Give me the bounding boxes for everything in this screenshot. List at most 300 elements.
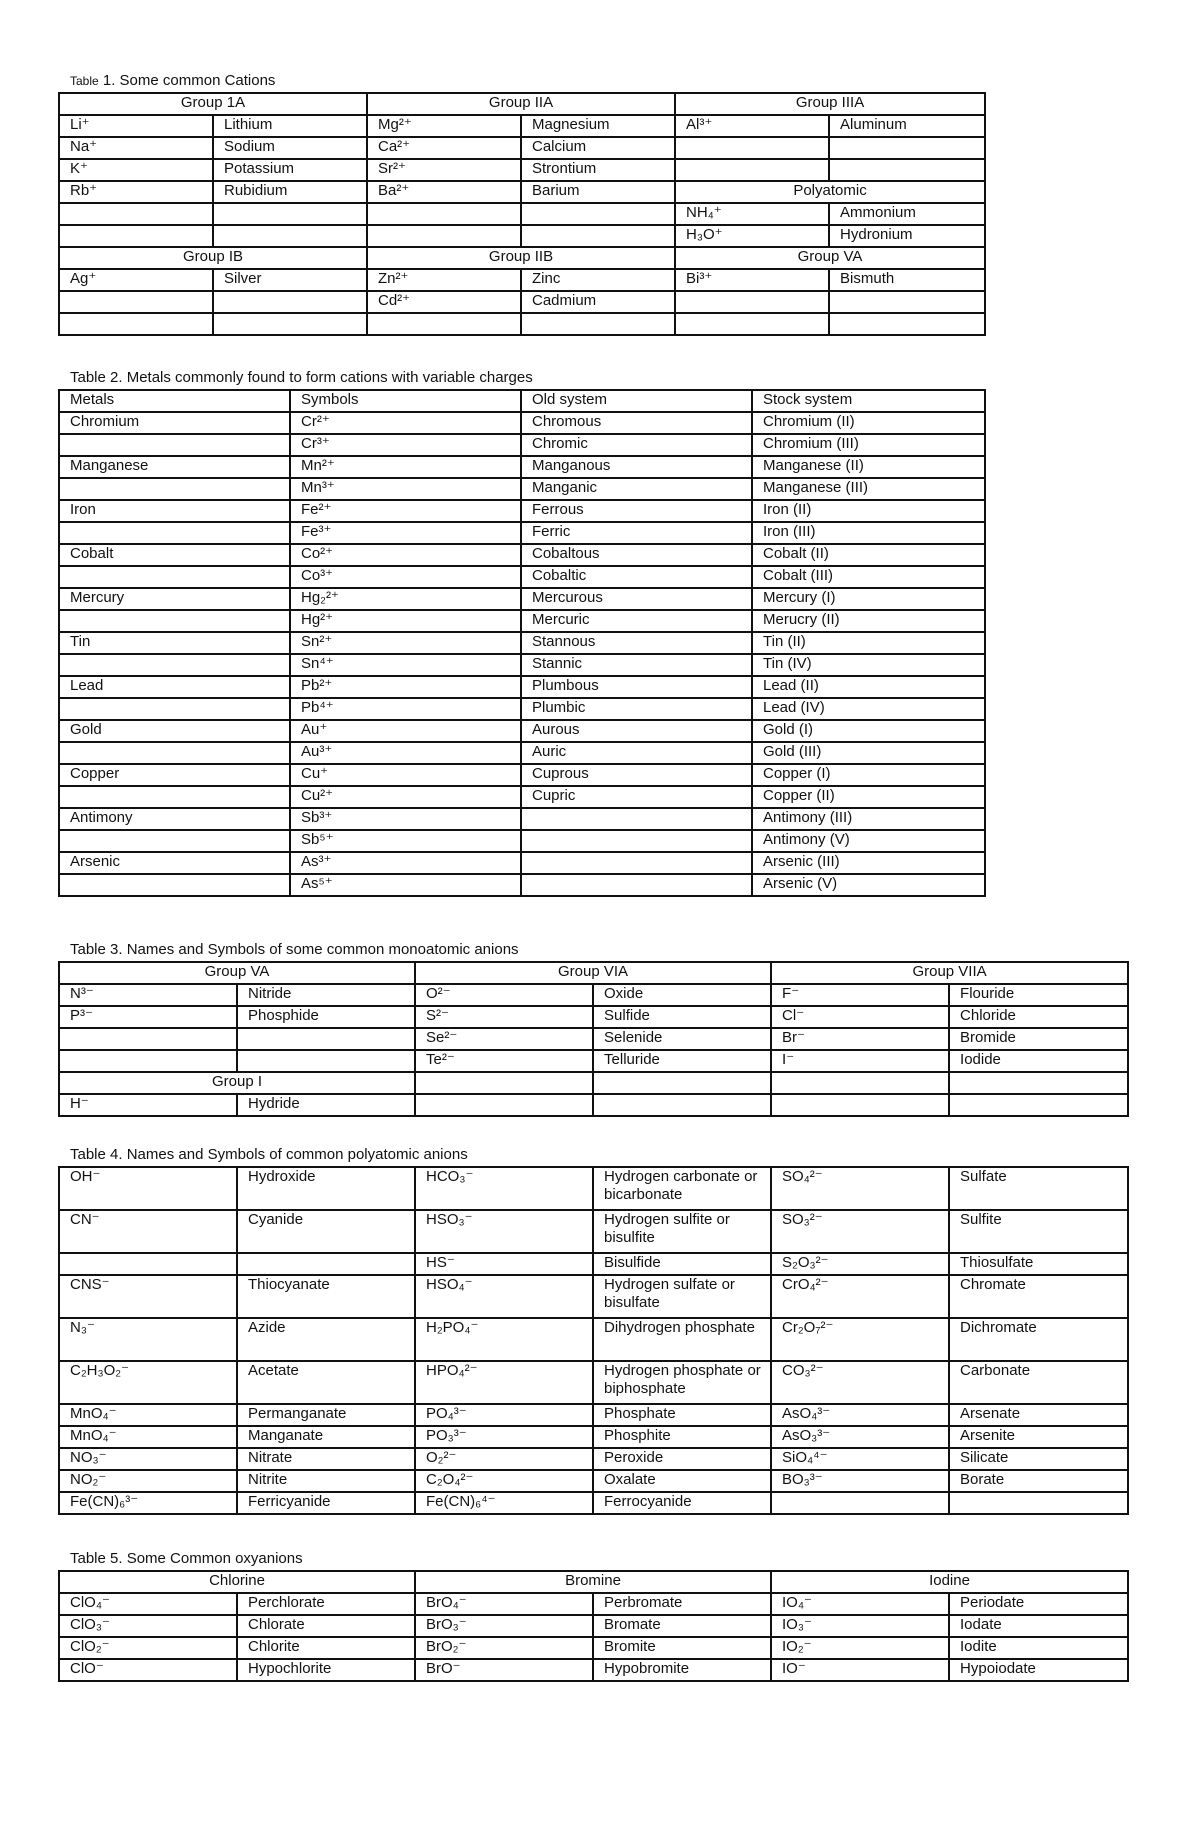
- metal-name: [59, 478, 290, 500]
- ion-symbol: Co³⁺: [290, 566, 521, 588]
- metal-name: Lead: [59, 676, 290, 698]
- ion-symbol: HPO₄²⁻: [415, 1361, 593, 1404]
- ion-name: Zinc: [521, 269, 675, 291]
- ion-name: Magnesium: [521, 115, 675, 137]
- ion-name: Sulfate: [949, 1167, 1128, 1210]
- ion-symbol: IO₄⁻: [771, 1593, 949, 1615]
- ion-symbol: NO₃⁻: [59, 1448, 237, 1470]
- table-row: [59, 720, 985, 742]
- table-row: [59, 1615, 1128, 1637]
- table-row: [59, 786, 985, 808]
- ion-name: Carbonate: [949, 1361, 1128, 1404]
- ion-symbol: [675, 291, 829, 313]
- ion-name: Ferricyanide: [237, 1492, 415, 1514]
- ion-name: Borate: [949, 1470, 1128, 1492]
- table-row: [59, 1006, 1128, 1028]
- ion-symbol: C₂O₄²⁻: [415, 1470, 593, 1492]
- group-header: Group VA: [675, 247, 985, 269]
- ion-symbol: [59, 225, 213, 247]
- group-header: Group VIA: [415, 962, 771, 984]
- variable-charge-table: [58, 389, 986, 897]
- ion-symbol: ClO⁻: [59, 1659, 237, 1681]
- table-row: [59, 93, 985, 115]
- column-header: Metals: [59, 390, 290, 412]
- ion-name: Acetate: [237, 1361, 415, 1404]
- ion-symbol: Mn²⁺: [290, 456, 521, 478]
- table-row: [59, 874, 985, 896]
- old-name: Aurous: [521, 720, 752, 742]
- ion-symbol: N³⁻: [59, 984, 237, 1006]
- ion-name: Lithium: [213, 115, 367, 137]
- stock-name: Arsenic (III): [752, 852, 985, 874]
- ion-name: Hypochlorite: [237, 1659, 415, 1681]
- group-header: Iodine: [771, 1571, 1128, 1593]
- ion-symbol: Ba²⁺: [367, 181, 521, 203]
- ion-symbol: IO⁻: [771, 1659, 949, 1681]
- old-name: Plumbous: [521, 676, 752, 698]
- ion-symbol: Fe³⁺: [290, 522, 521, 544]
- ion-symbol: [415, 1094, 593, 1116]
- ion-symbol: ClO₄⁻: [59, 1593, 237, 1615]
- ion-symbol: [675, 137, 829, 159]
- ion-name: Phosphide: [237, 1006, 415, 1028]
- ion-symbol: Cl⁻: [771, 1006, 949, 1028]
- old-name: [521, 830, 752, 852]
- ion-name: [949, 1094, 1128, 1116]
- ion-symbol: P³⁻: [59, 1006, 237, 1028]
- ion-symbol: Cd²⁺: [367, 291, 521, 313]
- table5-caption: Table 5. Some Common oxyanions: [70, 1550, 303, 1567]
- table-row: [59, 522, 985, 544]
- table-row: [59, 115, 985, 137]
- ion-symbol: Au³⁺: [290, 742, 521, 764]
- ion-name: Hydrogen sulfite or bisulfite: [593, 1210, 771, 1253]
- ion-symbol: HSO₃⁻: [415, 1210, 593, 1253]
- ion-symbol: Mn³⁺: [290, 478, 521, 500]
- ion-symbol: Rb⁺: [59, 181, 213, 203]
- ion-name: Thiosulfate: [949, 1253, 1128, 1275]
- ion-symbol: S²⁻: [415, 1006, 593, 1028]
- ion-name: [237, 1253, 415, 1275]
- ion-name: Dichromate: [949, 1318, 1128, 1361]
- table-row: [59, 632, 985, 654]
- ion-symbol: Li⁺: [59, 115, 213, 137]
- ion-name: Iodide: [949, 1050, 1128, 1072]
- table-row: [59, 412, 985, 434]
- table2-caption: Table 2. Metals commonly found to form cations with variable charges: [70, 369, 533, 386]
- ion-symbol: IO₃⁻: [771, 1615, 949, 1637]
- ion-name: [213, 203, 367, 225]
- ion-name: [237, 1050, 415, 1072]
- ion-name: Cyanide: [237, 1210, 415, 1253]
- ion-name: Strontium: [521, 159, 675, 181]
- ion-symbol: Fe²⁺: [290, 500, 521, 522]
- ion-symbol: Se²⁻: [415, 1028, 593, 1050]
- ion-symbol: Cr²⁺: [290, 412, 521, 434]
- table-row: [59, 742, 985, 764]
- ion-name: Oxide: [593, 984, 771, 1006]
- ion-symbol: Cr₂O₇²⁻: [771, 1318, 949, 1361]
- ion-symbol: BrO₂⁻: [415, 1637, 593, 1659]
- ion-name: Bromate: [593, 1615, 771, 1637]
- ion-symbol: As⁵⁺: [290, 874, 521, 896]
- metal-name: Chromium: [59, 412, 290, 434]
- ion-symbol: Ag⁺: [59, 269, 213, 291]
- group-header: Group 1A: [59, 93, 367, 115]
- ion-symbol: PO₄³⁻: [415, 1404, 593, 1426]
- ion-symbol: [59, 291, 213, 313]
- old-name: Ferrous: [521, 500, 752, 522]
- ion-name: Arsenate: [949, 1404, 1128, 1426]
- ion-symbol: H₂PO₄⁻: [415, 1318, 593, 1361]
- metal-name: Tin: [59, 632, 290, 654]
- ion-symbol: [367, 203, 521, 225]
- table1-caption: [70, 72, 275, 90]
- metal-name: Cobalt: [59, 544, 290, 566]
- ion-symbol: AsO₃³⁻: [771, 1426, 949, 1448]
- ion-symbol: K⁺: [59, 159, 213, 181]
- table1-caption-prefix: Table: [70, 74, 99, 88]
- ion-symbol: Fe(CN)₆⁴⁻: [415, 1492, 593, 1514]
- ion-name: [213, 225, 367, 247]
- old-name: Cobaltic: [521, 566, 752, 588]
- ion-name: Hypoiodate: [949, 1659, 1128, 1681]
- old-name: Manganic: [521, 478, 752, 500]
- ion-symbol: SiO₄⁴⁻: [771, 1448, 949, 1470]
- table-row: [59, 313, 985, 335]
- old-name: Cupric: [521, 786, 752, 808]
- ion-symbol: NH₄⁺: [675, 203, 829, 225]
- ion-symbol: Br⁻: [771, 1028, 949, 1050]
- ion-name: Iodite: [949, 1637, 1128, 1659]
- ion-symbol: BrO₃⁻: [415, 1615, 593, 1637]
- old-name: Cuprous: [521, 764, 752, 786]
- old-name: [521, 852, 752, 874]
- stock-name: Tin (IV): [752, 654, 985, 676]
- stock-name: Manganese (II): [752, 456, 985, 478]
- column-header: Stock system: [752, 390, 985, 412]
- ion-name: [829, 137, 985, 159]
- ion-name: Manganate: [237, 1426, 415, 1448]
- ion-symbol: Mg²⁺: [367, 115, 521, 137]
- ion-symbol: ClO₂⁻: [59, 1637, 237, 1659]
- ion-symbol: Bi³⁺: [675, 269, 829, 291]
- ion-name: Hypobromite: [593, 1659, 771, 1681]
- ion-symbol: [675, 159, 829, 181]
- polyatomic-anions-table: [58, 1166, 1129, 1515]
- ion-symbol: [59, 203, 213, 225]
- old-name: Chromic: [521, 434, 752, 456]
- ion-name: Chloride: [949, 1006, 1128, 1028]
- ion-symbol: BO₃³⁻: [771, 1470, 949, 1492]
- ion-name: Chlorate: [237, 1615, 415, 1637]
- ion-name: Nitrite: [237, 1470, 415, 1492]
- table-row: [59, 1094, 1128, 1116]
- ion-name: [521, 203, 675, 225]
- column-header: Symbols: [290, 390, 521, 412]
- ion-name: [593, 1094, 771, 1116]
- group-header: Group IIB: [367, 247, 675, 269]
- table-row: [59, 1571, 1128, 1593]
- metal-name: [59, 434, 290, 456]
- old-name: Stannous: [521, 632, 752, 654]
- ion-name: Hydrogen phosphate or biphosphate: [593, 1361, 771, 1404]
- ion-name: Perchlorate: [237, 1593, 415, 1615]
- old-name: Cobaltous: [521, 544, 752, 566]
- ion-symbol: CO₃²⁻: [771, 1361, 949, 1404]
- ion-name: Permanganate: [237, 1404, 415, 1426]
- table-row: [59, 984, 1128, 1006]
- stock-name: Gold (I): [752, 720, 985, 742]
- old-name: Mercuric: [521, 610, 752, 632]
- ion-symbol: Fe(CN)₆³⁻: [59, 1492, 237, 1514]
- ion-symbol: ClO₃⁻: [59, 1615, 237, 1637]
- ion-name: Flouride: [949, 984, 1128, 1006]
- group-header: Group IIIA: [675, 93, 985, 115]
- old-name: [521, 808, 752, 830]
- ion-symbol: Te²⁻: [415, 1050, 593, 1072]
- table-row: [59, 137, 985, 159]
- group-header: Group VA: [59, 962, 415, 984]
- table-row: [59, 566, 985, 588]
- ion-symbol: Cu⁺: [290, 764, 521, 786]
- table-row: [59, 830, 985, 852]
- stock-name: Antimony (V): [752, 830, 985, 852]
- stock-name: Lead (II): [752, 676, 985, 698]
- table-row: [59, 1659, 1128, 1681]
- ion-symbol: Hg₂²⁺: [290, 588, 521, 610]
- stock-name: Chromium (III): [752, 434, 985, 456]
- table-row: [59, 247, 985, 269]
- old-name: [521, 874, 752, 896]
- ion-symbol: SO₃²⁻: [771, 1210, 949, 1253]
- table-row: [59, 1275, 1128, 1318]
- ion-symbol: H⁻: [59, 1094, 237, 1116]
- stock-name: Merucry (II): [752, 610, 985, 632]
- stock-name: Cobalt (III): [752, 566, 985, 588]
- ion-name: [213, 313, 367, 335]
- table-row: [59, 1404, 1128, 1426]
- metal-name: [59, 610, 290, 632]
- table-row: [59, 1318, 1128, 1361]
- stock-name: Mercury (I): [752, 588, 985, 610]
- ion-name: Selenide: [593, 1028, 771, 1050]
- table-row: [59, 291, 985, 313]
- ion-symbol: IO₂⁻: [771, 1637, 949, 1659]
- metal-name: Antimony: [59, 808, 290, 830]
- cations-table: [58, 92, 986, 336]
- ion-symbol: AsO₄³⁻: [771, 1404, 949, 1426]
- table-row: [59, 225, 985, 247]
- ion-symbol: SO₄²⁻: [771, 1167, 949, 1210]
- ion-name: Phosphate: [593, 1404, 771, 1426]
- oxyanions-table: [58, 1570, 1129, 1682]
- ion-symbol: Zn²⁺: [367, 269, 521, 291]
- stock-name: Gold (III): [752, 742, 985, 764]
- monoatomic-anions-table: [58, 961, 1129, 1117]
- ion-name: Ammonium: [829, 203, 985, 225]
- ion-name: Hydrogen sulfate or bisulfate: [593, 1275, 771, 1318]
- ion-symbol: Hg²⁺: [290, 610, 521, 632]
- table1-caption-text: 1. Some common Cations: [102, 72, 276, 89]
- ion-name: Bromide: [949, 1028, 1128, 1050]
- stock-name: Cobalt (II): [752, 544, 985, 566]
- table-row: [59, 1050, 1128, 1072]
- table-row: [59, 1593, 1128, 1615]
- ion-symbol: OH⁻: [59, 1167, 237, 1210]
- table-row: [59, 698, 985, 720]
- metal-name: [59, 654, 290, 676]
- table-row: [59, 610, 985, 632]
- ion-name: Nitride: [237, 984, 415, 1006]
- metal-name: Mercury: [59, 588, 290, 610]
- ion-name: Aluminum: [829, 115, 985, 137]
- ion-symbol: Co²⁺: [290, 544, 521, 566]
- table4-caption: Table 4. Names and Symbols of common polyatomic anions: [70, 1146, 468, 1163]
- table-row: [59, 1361, 1128, 1404]
- stock-name: Copper (II): [752, 786, 985, 808]
- ion-symbol: O₂²⁻: [415, 1448, 593, 1470]
- ion-name: Silicate: [949, 1448, 1128, 1470]
- group-header: Bromine: [415, 1571, 771, 1593]
- metal-name: [59, 566, 290, 588]
- ion-symbol: I⁻: [771, 1050, 949, 1072]
- ion-name: Ferrocyanide: [593, 1492, 771, 1514]
- ion-symbol: Pb²⁺: [290, 676, 521, 698]
- polyatomic-header: Polyatomic: [675, 181, 985, 203]
- ion-symbol: [59, 1028, 237, 1050]
- metal-name: [59, 874, 290, 896]
- ion-name: Chlorite: [237, 1637, 415, 1659]
- ion-symbol: F⁻: [771, 984, 949, 1006]
- ion-symbol: [59, 313, 213, 335]
- ion-name: Thiocyanate: [237, 1275, 415, 1318]
- old-name: Chromous: [521, 412, 752, 434]
- ion-symbol: N₃⁻: [59, 1318, 237, 1361]
- ion-name: [829, 313, 985, 335]
- ion-symbol: MnO₄⁻: [59, 1404, 237, 1426]
- stock-name: Lead (IV): [752, 698, 985, 720]
- ion-name: [949, 1072, 1128, 1094]
- metal-name: Copper: [59, 764, 290, 786]
- table-row: [59, 390, 985, 412]
- ion-symbol: Na⁺: [59, 137, 213, 159]
- ion-symbol: [675, 313, 829, 335]
- ion-name: Barium: [521, 181, 675, 203]
- ion-symbol: Cu²⁺: [290, 786, 521, 808]
- ion-symbol: As³⁺: [290, 852, 521, 874]
- table-row: [59, 852, 985, 874]
- table-row: [59, 676, 985, 698]
- old-name: Auric: [521, 742, 752, 764]
- ion-name: Iodate: [949, 1615, 1128, 1637]
- metal-name: [59, 830, 290, 852]
- ion-symbol: Sn²⁺: [290, 632, 521, 654]
- group-header: Group VIIA: [771, 962, 1128, 984]
- table-row: [59, 588, 985, 610]
- ion-symbol: [59, 1050, 237, 1072]
- stock-name: Iron (III): [752, 522, 985, 544]
- ion-symbol: Sb³⁺: [290, 808, 521, 830]
- table-row: [59, 1470, 1128, 1492]
- ion-symbol: HS⁻: [415, 1253, 593, 1275]
- ion-name: Bisulfide: [593, 1253, 771, 1275]
- ion-symbol: CN⁻: [59, 1210, 237, 1253]
- ion-symbol: Cr³⁺: [290, 434, 521, 456]
- ion-name: [593, 1072, 771, 1094]
- stock-name: Copper (I): [752, 764, 985, 786]
- table-row: [59, 203, 985, 225]
- ion-symbol: [367, 225, 521, 247]
- table-row: [59, 654, 985, 676]
- table-row: [59, 1072, 1128, 1094]
- stock-name: Antimony (III): [752, 808, 985, 830]
- table-row: [59, 1426, 1128, 1448]
- metal-name: [59, 698, 290, 720]
- table-row: [59, 1210, 1128, 1253]
- ion-name: [829, 291, 985, 313]
- metal-name: Iron: [59, 500, 290, 522]
- metal-name: [59, 786, 290, 808]
- ion-symbol: Au⁺: [290, 720, 521, 742]
- ion-symbol: Pb⁴⁺: [290, 698, 521, 720]
- ion-symbol: [771, 1072, 949, 1094]
- ion-symbol: CrO₄²⁻: [771, 1275, 949, 1318]
- old-name: Plumbic: [521, 698, 752, 720]
- ion-name: [213, 291, 367, 313]
- ion-symbol: HSO₄⁻: [415, 1275, 593, 1318]
- ion-symbol: O²⁻: [415, 984, 593, 1006]
- ion-symbol: MnO₄⁻: [59, 1426, 237, 1448]
- metal-name: Gold: [59, 720, 290, 742]
- ion-symbol: Sn⁴⁺: [290, 654, 521, 676]
- ion-symbol: CNS⁻: [59, 1275, 237, 1318]
- ion-name: Hydrogen carbonate or bicarbonate: [593, 1167, 771, 1210]
- ion-symbol: PO₃³⁻: [415, 1426, 593, 1448]
- table-row: [59, 478, 985, 500]
- table-row: [59, 544, 985, 566]
- table-row: [59, 500, 985, 522]
- ion-symbol: [367, 313, 521, 335]
- ion-name: Calcium: [521, 137, 675, 159]
- ion-symbol: Sr²⁺: [367, 159, 521, 181]
- group-header: Group IIA: [367, 93, 675, 115]
- ion-symbol: [771, 1094, 949, 1116]
- table-row: [59, 456, 985, 478]
- table-row: [59, 1492, 1128, 1514]
- old-name: Ferric: [521, 522, 752, 544]
- ion-symbol: Ca²⁺: [367, 137, 521, 159]
- table-row: [59, 1448, 1128, 1470]
- ion-name: Chromate: [949, 1275, 1128, 1318]
- old-name: Stannic: [521, 654, 752, 676]
- column-header: Old system: [521, 390, 752, 412]
- group-header: Group I: [59, 1072, 415, 1094]
- ion-name: Sulfite: [949, 1210, 1128, 1253]
- table-row: [59, 434, 985, 456]
- ion-name: Telluride: [593, 1050, 771, 1072]
- ion-name: Hydronium: [829, 225, 985, 247]
- ion-name: Silver: [213, 269, 367, 291]
- table-row: [59, 1028, 1128, 1050]
- ion-name: Dihydrogen phosphate: [593, 1318, 771, 1361]
- table-row: [59, 181, 985, 203]
- ion-symbol: [415, 1072, 593, 1094]
- table3-caption: Table 3. Names and Symbols of some common monoatomic anions: [70, 941, 519, 958]
- metal-name: [59, 742, 290, 764]
- ion-symbol: S₂O₃²⁻: [771, 1253, 949, 1275]
- table-row: [59, 1253, 1128, 1275]
